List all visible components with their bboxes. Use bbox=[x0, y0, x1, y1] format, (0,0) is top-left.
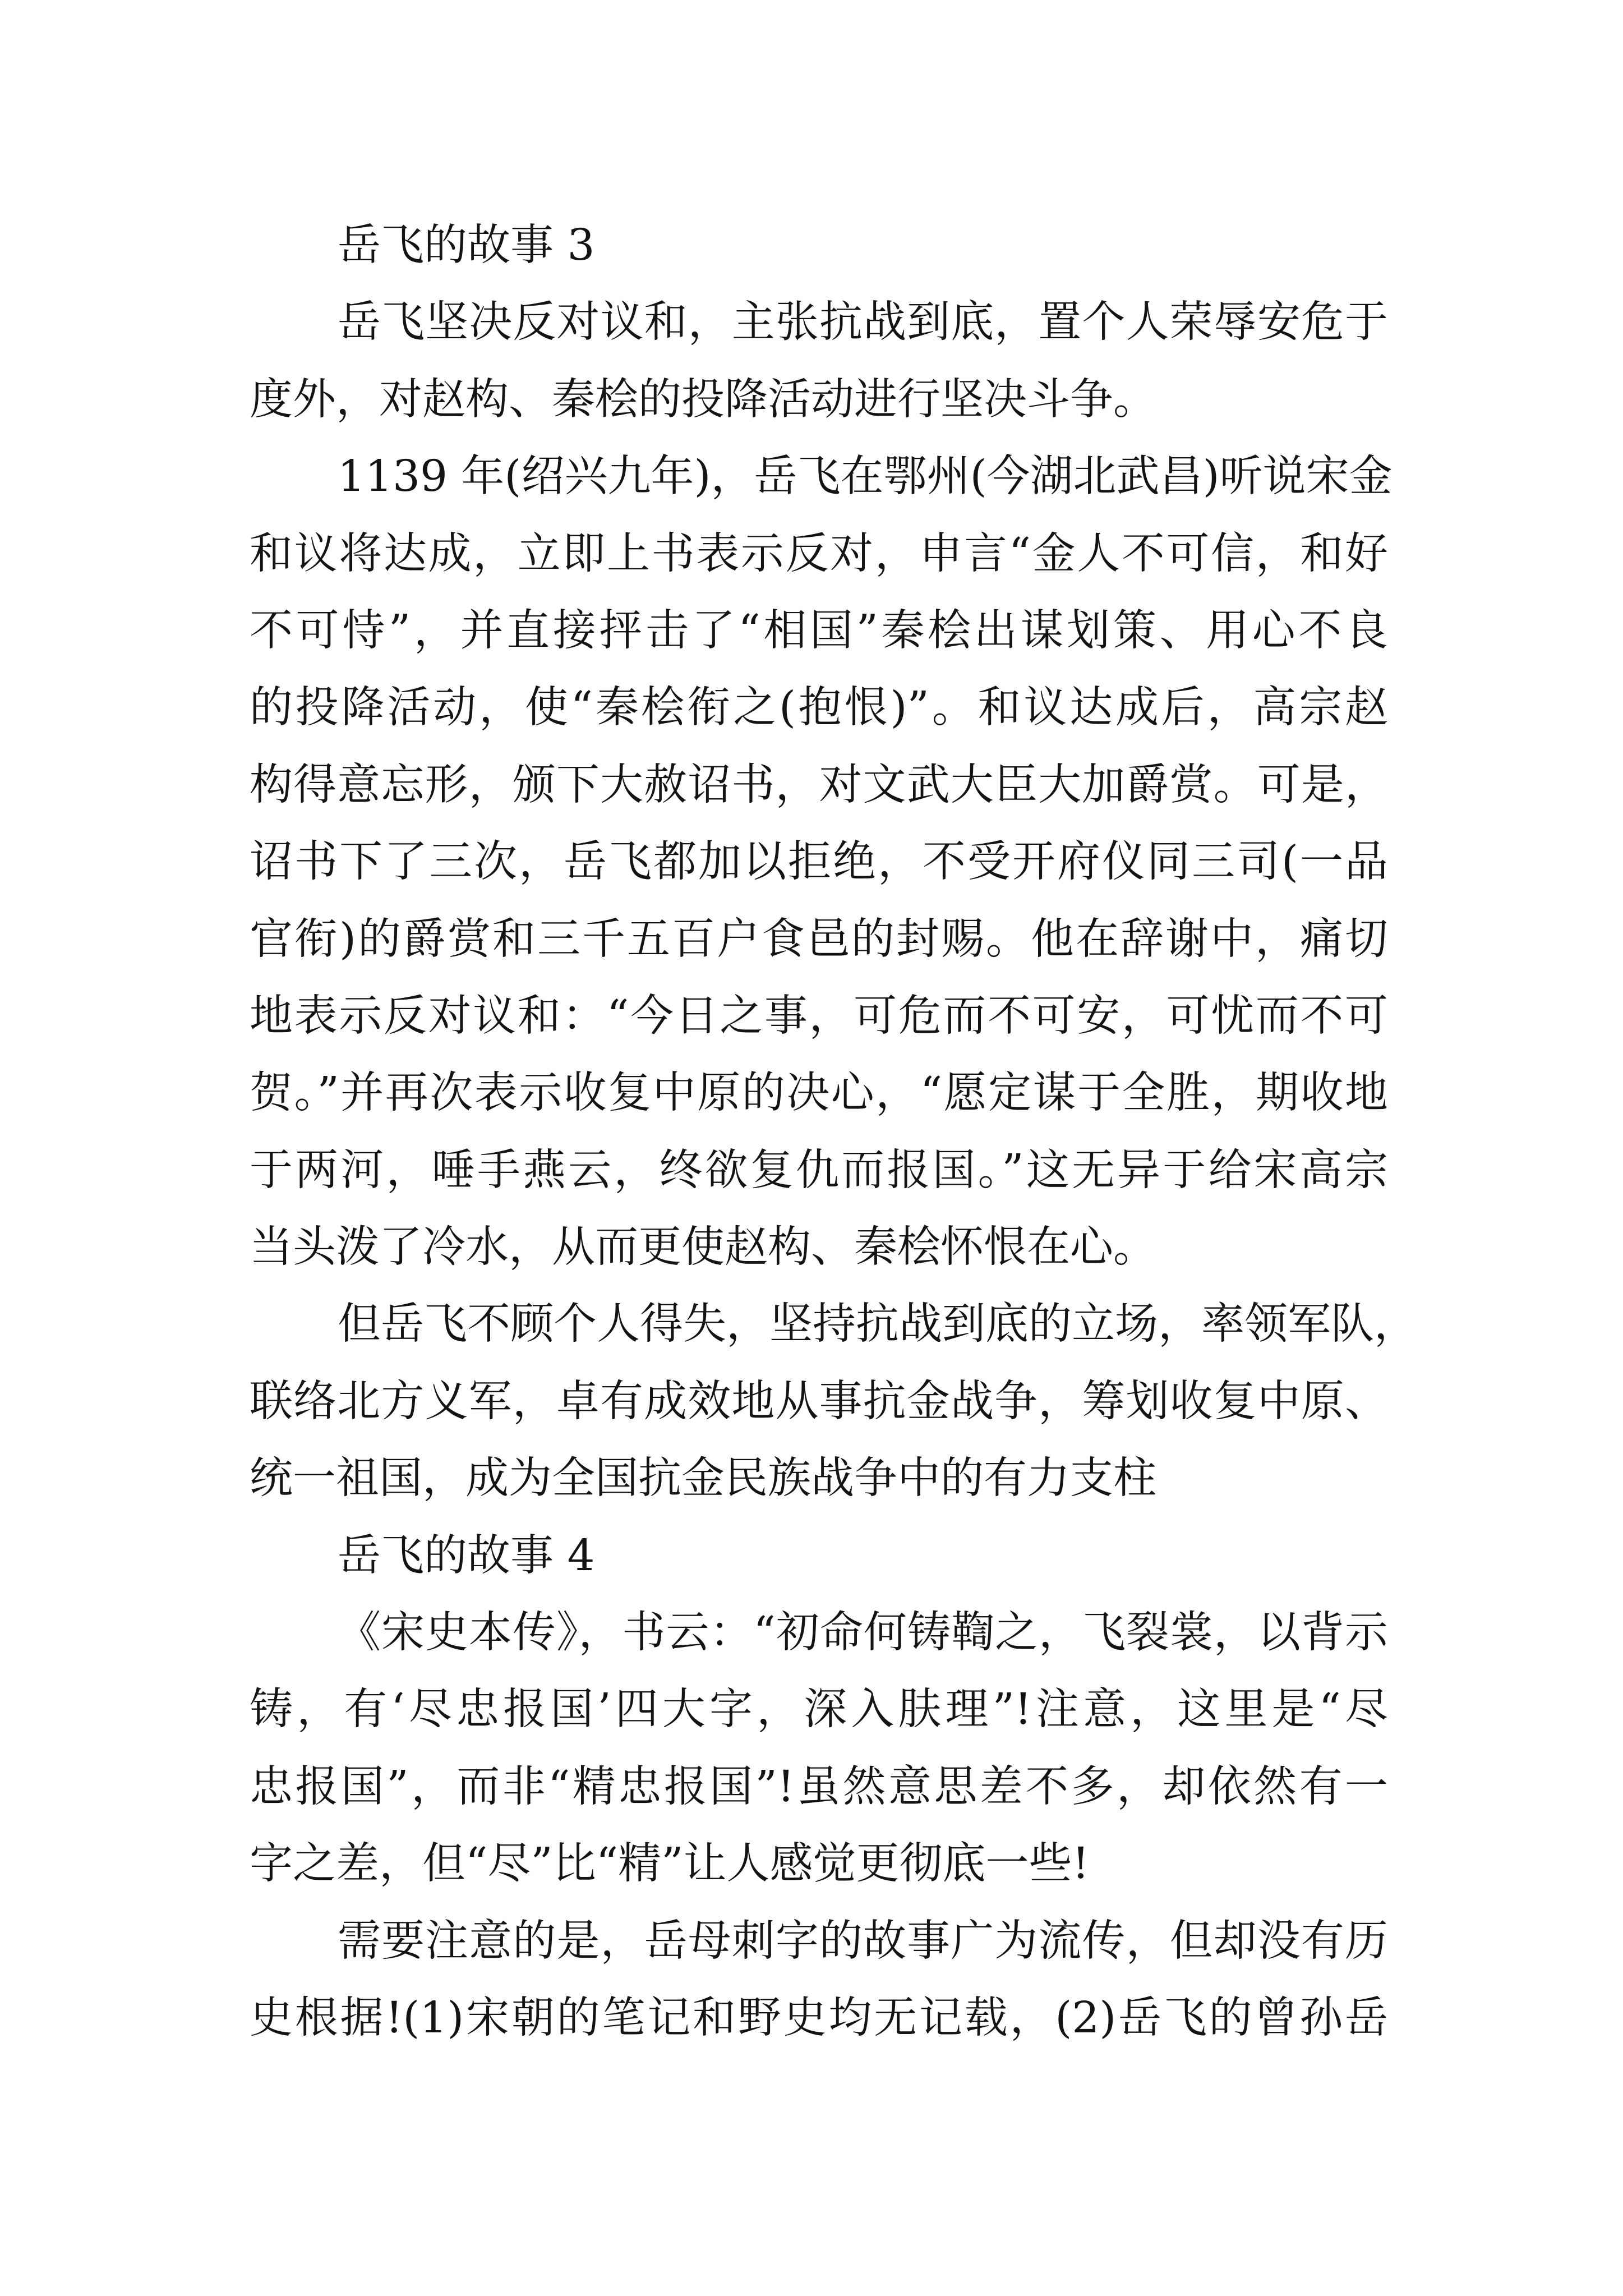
text-line: 贺。”并再次表示收复中原的决心，“愿定谋于全胜，期收地 bbox=[250, 1068, 1388, 1119]
text-line: 岳飞坚决反对议和，主张抗战到底，置个人荣辱安危于 bbox=[338, 297, 1388, 348]
paragraph bbox=[250, 1286, 1417, 1517]
text-line: 诏书下了三次，岳飞都加以拒绝，不受开府仪同三司(一品 bbox=[250, 837, 1388, 887]
text-line: 统一祖国，成为全国抗金民族战争中的有力支柱 bbox=[250, 1453, 1156, 1504]
text-line: 联络北方义军，卓有成效地从事抗金战争，筹划收复中原、 bbox=[250, 1376, 1388, 1427]
text-line: 构得意忘形，颁下大赦诏书，对文武大臣大加爵赏。可是， bbox=[250, 760, 1388, 810]
text-line: 的投降活动，使“秦桧衔之(抱恨)”。和议达成后，高宗赵 bbox=[250, 683, 1388, 733]
text-line: 1139 年(绍兴九年)，岳飞在鄂州(今湖北武昌)听说宋金 bbox=[338, 452, 1393, 502]
paragraph bbox=[250, 284, 1388, 438]
text-line: 但岳飞不顾个人得失，坚持抗战到底的立场，率领军队， bbox=[338, 1299, 1417, 1350]
paragraph bbox=[250, 1903, 1388, 2057]
paragraph bbox=[250, 438, 1393, 1286]
text-line: 史根据!(1)宋朝的笔记和野史均无记载，(2)岳飞的曾孙岳 bbox=[250, 1993, 1388, 2043]
text-line: 于两河，唾手燕云，终欲复仇而报国。”这无异于给宋高宗 bbox=[250, 1145, 1388, 1195]
text-line: 不可恃”，并直接抨击了“相国”秦桧出谋划策、用心不良 bbox=[250, 605, 1388, 656]
text-line: 地表示反对议和：“今日之事，可危而不可安，可忧而不可 bbox=[250, 991, 1388, 1041]
text-line: 忠报国”，而非“精忠报国”!虽然意思差不多，却依然有一 bbox=[250, 1761, 1388, 1812]
story-section bbox=[250, 207, 1417, 1517]
section-heading: 岳飞的故事 3 bbox=[338, 220, 595, 270]
text-line: 字之差，但“尽”比“精”让人感觉更彻底一些! bbox=[250, 1839, 1090, 1889]
text-line: 和议将达成，立即上书表示反对，申言“金人不可信，和好 bbox=[250, 528, 1388, 579]
text-line: 铸，有‘尽忠报国’四大字，深入肤理”!注意，这里是“尽 bbox=[250, 1685, 1388, 1735]
text-line: 度外，对赵构、秦桧的投降活动进行坚决斗争。 bbox=[250, 374, 1156, 425]
text-line: 当头泼了冷水，从而更使赵构、秦桧怀恨在心。 bbox=[250, 1222, 1156, 1273]
paragraph bbox=[250, 1594, 1388, 1903]
section-heading: 岳飞的故事 4 bbox=[338, 1530, 595, 1581]
text-line: 需要注意的是，岳母刺字的故事广为流传，但却没有历 bbox=[338, 1916, 1388, 1966]
story-section bbox=[250, 1517, 1388, 2057]
text-line: 《宋史本传》，书云：“初命何铸鞫之，飞裂裳，以背示 bbox=[338, 1608, 1388, 1658]
document-page bbox=[250, 207, 1417, 2056]
text-line: 官衔)的爵赏和三千五百户食邑的封赐。他在辞谢中，痛切 bbox=[250, 914, 1388, 964]
